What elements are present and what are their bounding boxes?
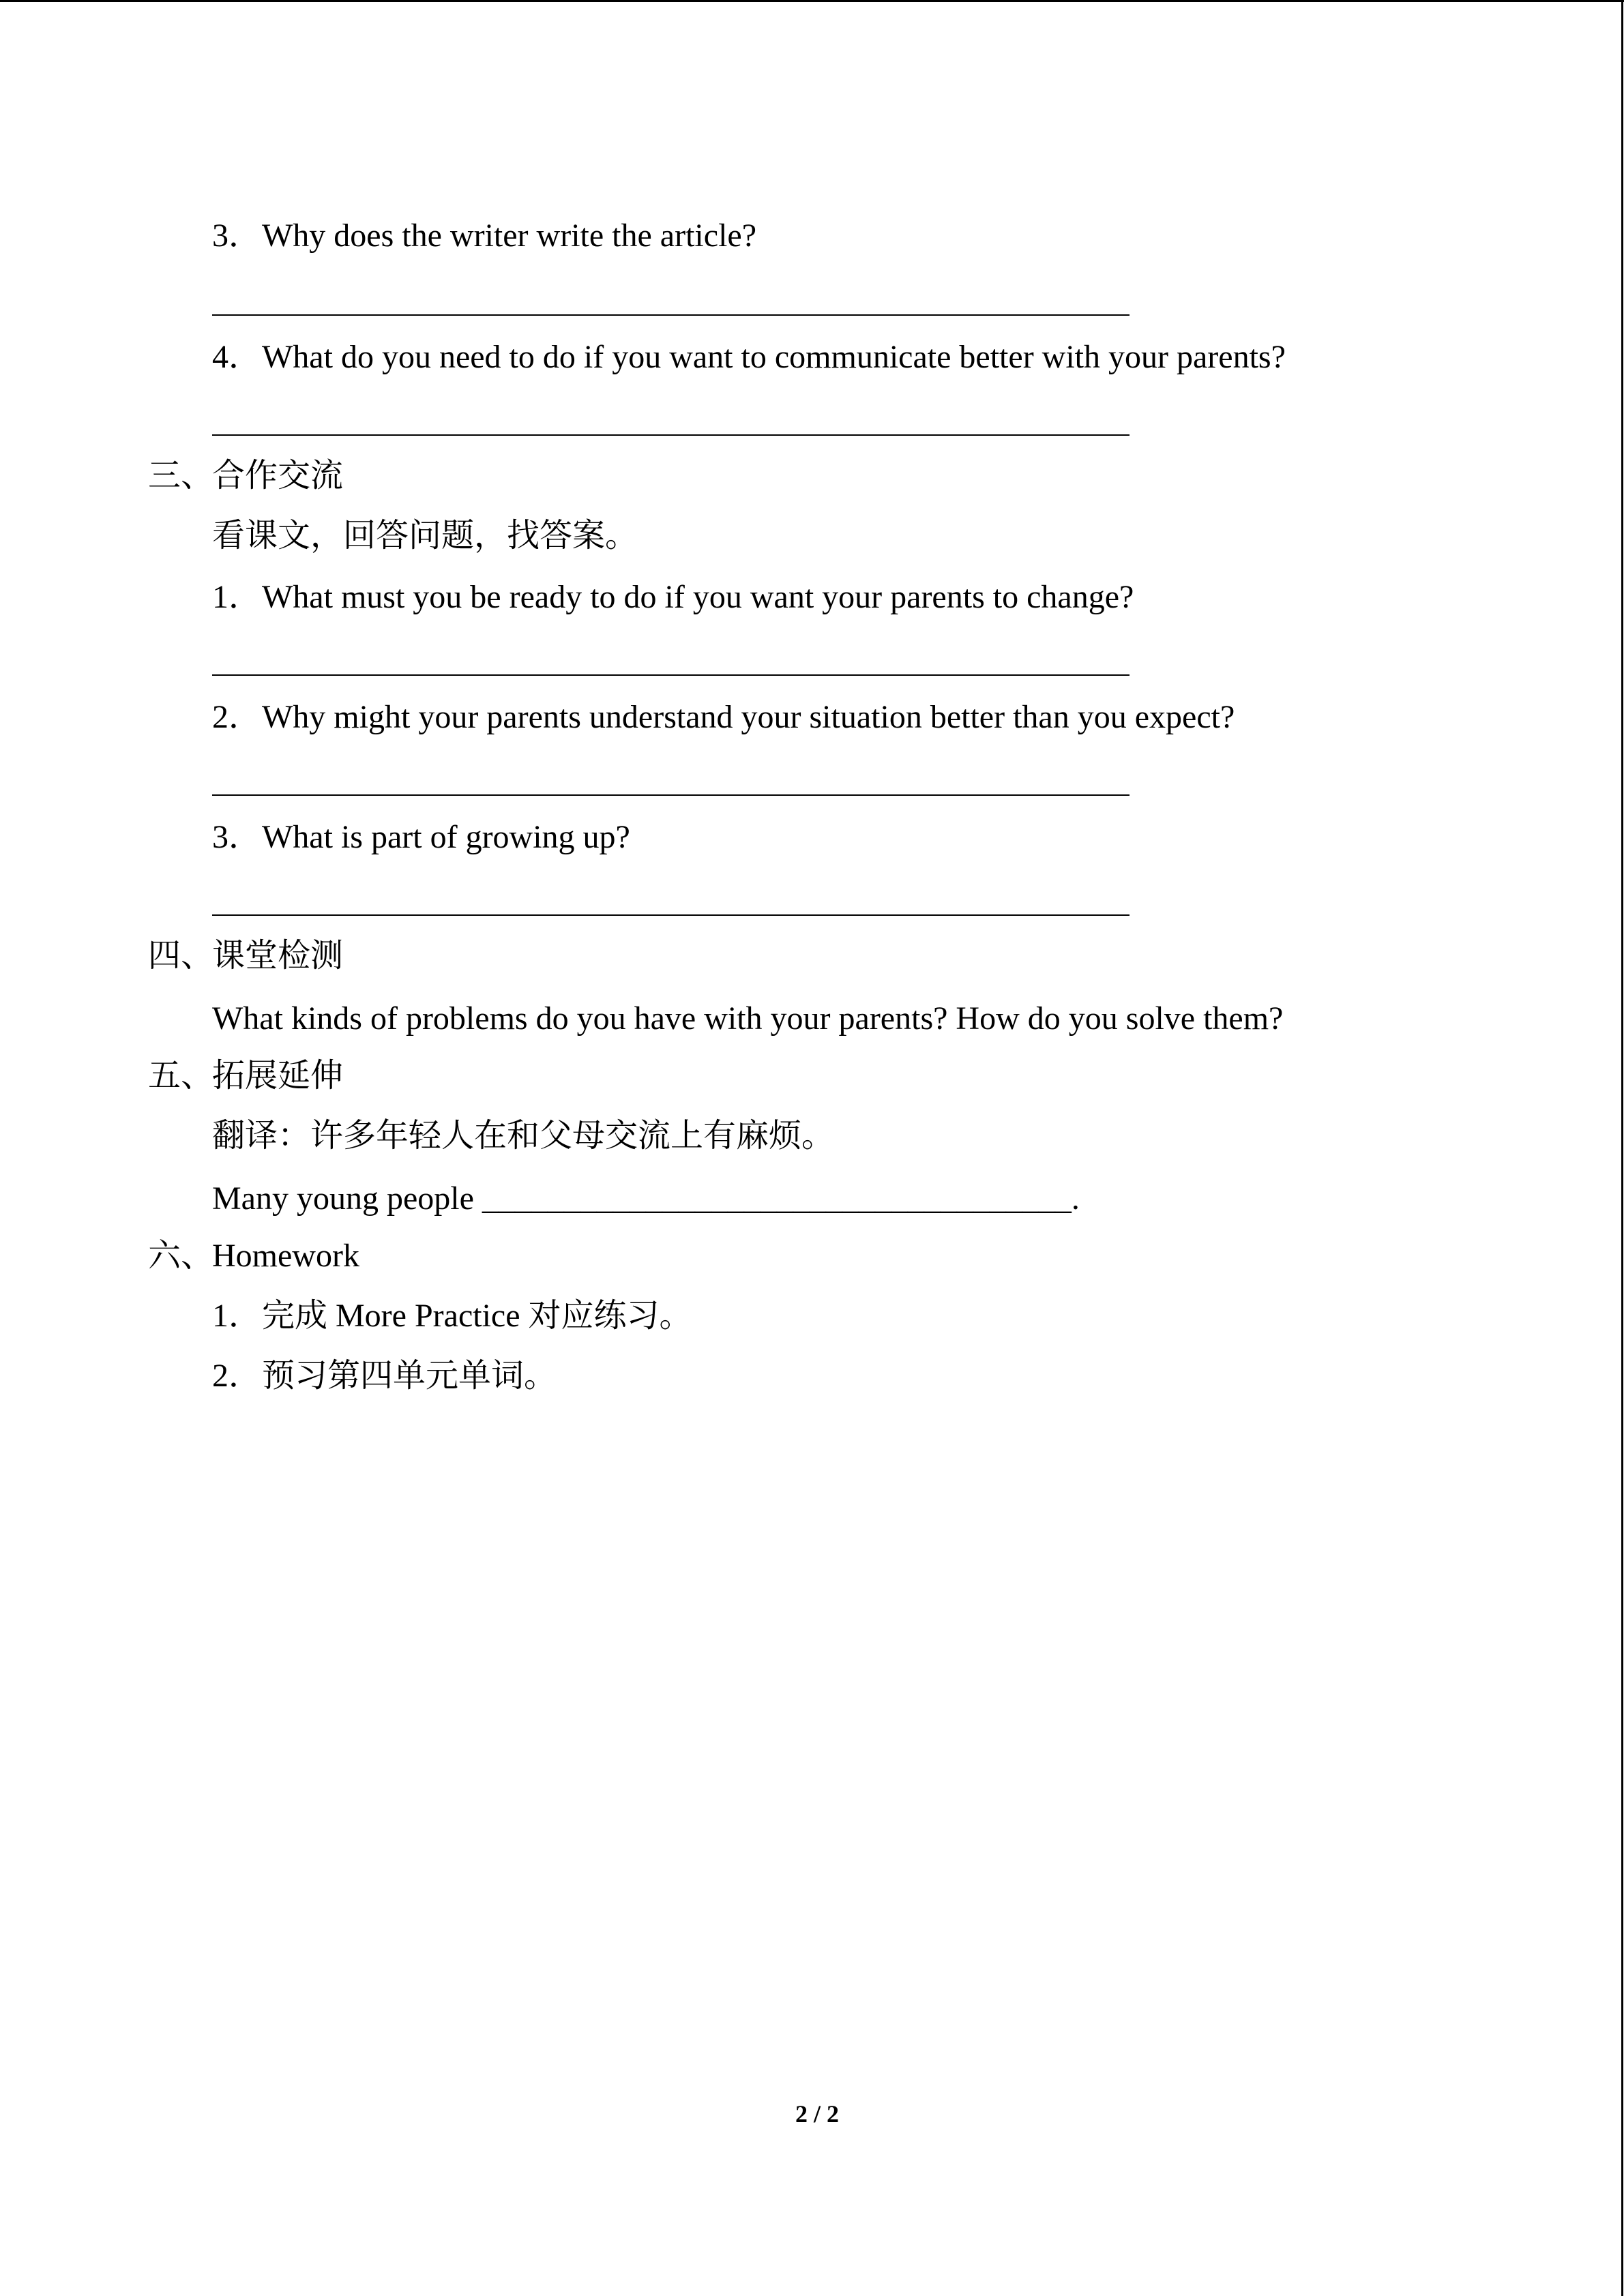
question-item: [212, 697, 1235, 738]
answer-line: [212, 914, 1130, 916]
homework-number: 2．: [212, 1358, 262, 1394]
homework-number: 1．: [212, 1298, 262, 1334]
homework-item: [212, 1356, 557, 1397]
question-item: [212, 817, 630, 858]
question-number: 3．: [212, 218, 262, 254]
section-title: Homework: [212, 1238, 359, 1274]
section-instruction: 看课文，回答问题，找答案。: [212, 518, 638, 554]
answer-line: [212, 434, 1130, 436]
question-text: What do you need to do if you want to communicate better with your parents?: [262, 339, 1286, 375]
page-border-right: [1621, 0, 1623, 2296]
section-title: 拓展延伸: [212, 1058, 344, 1094]
question-number: 2．: [212, 699, 262, 735]
page-border-top: [0, 0, 1624, 2]
question-number: 3．: [212, 819, 262, 855]
section-heading-6: [148, 1236, 359, 1277]
section-number: 五、: [148, 1058, 214, 1094]
question-item: [212, 577, 1134, 618]
section-title: 课堂检测: [212, 938, 344, 974]
question-text: What is part of growing up?: [262, 819, 630, 855]
question-number: 4．: [212, 339, 262, 375]
question-text: What must you be ready to do if you want your parents to change?: [262, 579, 1134, 615]
section-number: 四、: [148, 938, 214, 974]
question-item: [212, 337, 1286, 378]
homework-item: [212, 1296, 692, 1337]
translation-instruction: 翻译：许多年轻人在和父母交流上有麻烦。: [212, 1118, 835, 1154]
translation-sentence: Many young people ____________________________________.: [212, 1180, 1080, 1217]
section-heading-5: [148, 1056, 343, 1097]
homework-text: 预习第四单元单词。: [262, 1358, 557, 1394]
section-number: 六、: [148, 1238, 214, 1274]
section-heading-4: [148, 936, 343, 976]
question-number: 1．: [212, 579, 262, 615]
homework-text: 完成 More Practice 对应练习。: [262, 1298, 692, 1334]
question-item: [212, 215, 756, 256]
section-heading-3: [148, 456, 343, 496]
section-number: 三、: [148, 458, 214, 494]
question-text: Why might your parents understand your situation better than you expect?: [262, 699, 1235, 735]
answer-line: [212, 314, 1130, 316]
answer-line: [212, 674, 1130, 676]
section-prompt: What kinds of problems do you have with your parents? How do you solve them?: [212, 1000, 1284, 1037]
page-number: 2 / 2: [795, 2100, 839, 2128]
answer-line: [212, 794, 1130, 796]
question-text: Why does the writer write the article?: [262, 218, 757, 254]
section-title: 合作交流: [212, 458, 344, 494]
